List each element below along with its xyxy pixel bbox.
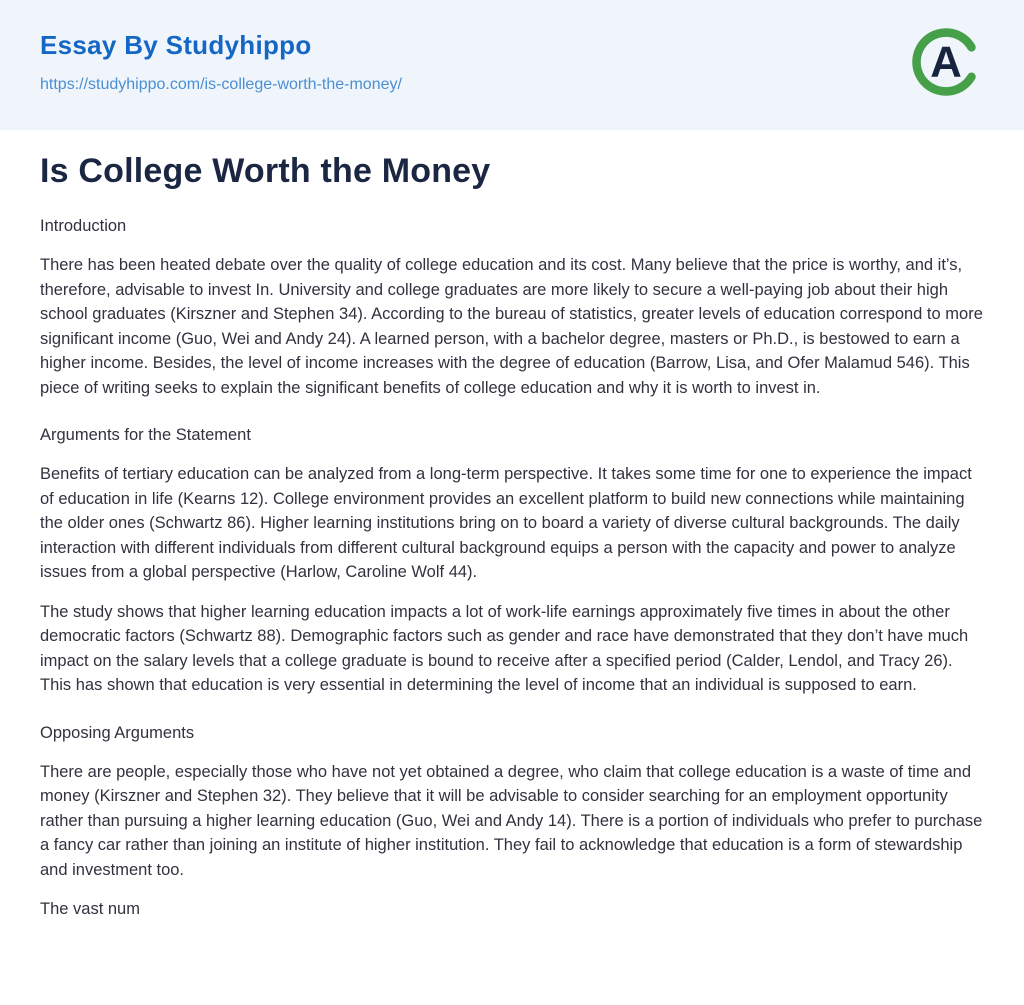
site-header-text bbox=[40, 30, 402, 94]
paragraph-opposing-arguments: There are people, especially those who have not yet obtained a degree, who claim that college education is a waste of time and money (Kirszner and Stephen 32). They believe that it will be advisable to consider searching for an employment opportunity rather than pursuing a higher learning education (Guo, Wei and Andy 14). There is a portion of individuals who prefer to purchase a fancy car rather than joining an institute of higher institution. They fail to acknowledge that education is a form of stewardship and investment too. bbox=[40, 762, 983, 879]
section-heading-arguments-for: Arguments for the Statement bbox=[40, 426, 251, 444]
site-header bbox=[0, 0, 1024, 130]
logo-letter: A bbox=[930, 37, 962, 87]
paragraph-truncated: The vast num bbox=[40, 900, 140, 918]
studyhippo-logo-icon bbox=[908, 24, 984, 100]
section-heading-introduction: Introduction bbox=[40, 217, 127, 235]
essay-title: Is College Worth the Money bbox=[40, 152, 491, 190]
paragraph-arguments-for-1: Benefits of tertiary education can be analyzed from a long-term perspective. It takes some time for one to experience the impact of education in life (Kearns 12). College environment provides an excellent platform to build new connections while maintaining the older ones (Schwartz 86). Higher learning institutions bring on to board a variety of diverse cultural backgrounds. The daily interaction with different individuals from different cultural background equips a person with the capacity and power to analyze issues from a global perspective (Harlow, Caroline Wolf 44). bbox=[40, 465, 972, 581]
site-title: Essay By Studyhippo bbox=[40, 30, 312, 60]
section-heading-opposing-arguments: Opposing Arguments bbox=[40, 723, 195, 742]
essay-content bbox=[0, 130, 1024, 922]
page-url-link[interactable]: https://studyhippo.com/is-college-worth-the-money/ bbox=[40, 76, 402, 93]
paragraph-introduction: There has been heated debate over the quality of college education and its cost. Many believe that the price is worthy, and it’s, therefore, advisable to invest In. University and college graduates are more likely to secure a well-paying job about their high school graduates (Kirszner and Stephen 34). According to the bureau of statistics, greater levels of education correspond to more significant income (Guo, Wei and Andy 24). A learned person, with a bachelor degree, masters or Ph.D., is bestowed to earn a higher income. Besides, the level of income increases with the degree of education (Barrow, Lisa, and Ofer Malamud 546). This piece of writing seeks to explain the significant benefits of college education and why it is worth to invest in. bbox=[40, 256, 983, 397]
paragraph-arguments-for-2: The study shows that higher learning education impacts a lot of work-life earnings approximately five times in about the other democratic factors (Schwartz 88). Demographic factors such as gender and race have demonstrated that they don’t have much impact on the salary levels that a college graduate is bound to receive after a specified period (Calder, Lendol, and Tracy 26). This has shown that education is very essential in determining the level of income that an individual is supposed to earn. bbox=[40, 602, 969, 694]
